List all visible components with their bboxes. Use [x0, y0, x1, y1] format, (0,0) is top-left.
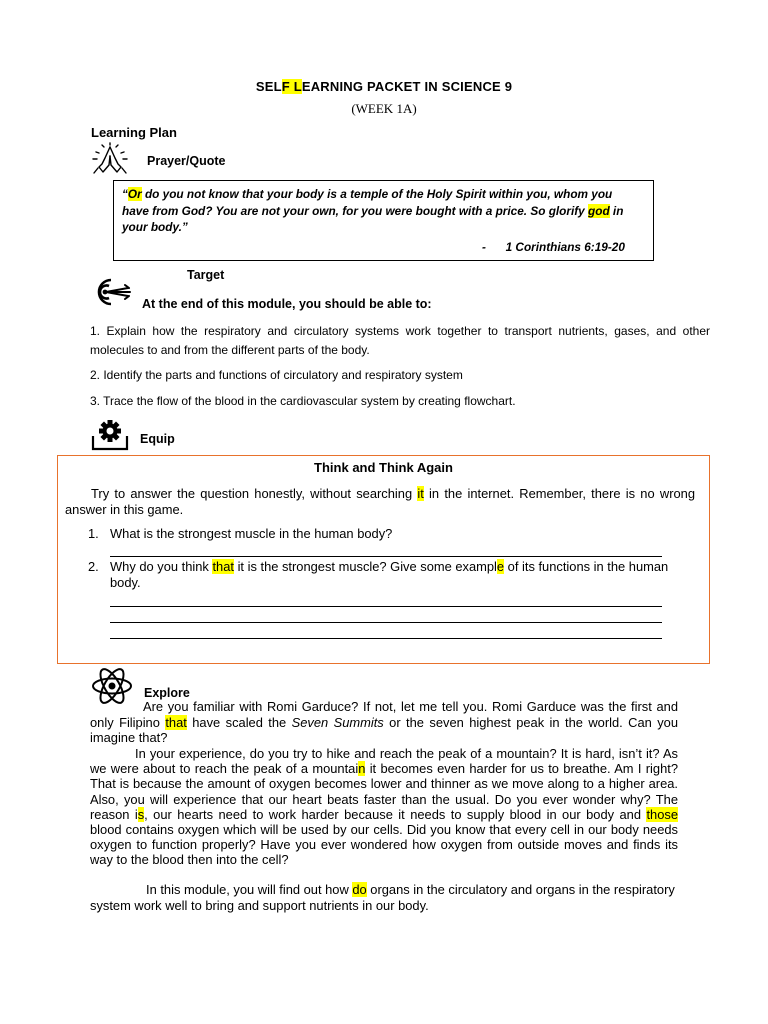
explore-label: Explore: [144, 686, 190, 700]
quote-citation: - 1 Corinthians 6:19-20: [482, 240, 625, 254]
question-2-number: 2.: [88, 559, 99, 574]
gear-icon: [90, 419, 130, 453]
praying-hands-icon: [89, 142, 131, 176]
learning-plan-heading: Learning Plan: [91, 125, 177, 140]
think-again-intro: Try to answer the question honestly, without searching it in the internet. Remember, there is no wrong answer in this game.: [65, 486, 695, 517]
answer-line-1[interactable]: [110, 556, 662, 557]
think-again-box: [57, 455, 710, 664]
objective-2: 2. Identify the parts and functions of circulatory and respiratory system: [90, 368, 463, 382]
page-subtitle: (WEEK 1A): [351, 101, 417, 116]
quote-text: “Or do you not know that your body is a temple of the Holy Spirit within you, whom you have from God? You are not your own, for you were bought with a price. So glorify god in your body.”: [122, 187, 624, 234]
objectives-intro: At the end of this module, you should be able to:: [142, 297, 432, 311]
question-1: What is the strongest muscle in the human body?: [110, 526, 393, 541]
answer-line-4[interactable]: [110, 638, 662, 639]
explore-paragraph-1: Are you familiar with Romi Garduce? If not, let me tell you. Romi Garduce was the first and only Filipino that have scaled the Seven Summits or the seven highest peak in the world. Can you imagine that?: [90, 699, 678, 745]
objective-1: 1. Explain how the respiratory and circulatory systems work together to transport nutrients, gases, and other molecules to and from the different parts of the body.: [90, 324, 710, 357]
equip-label: Equip: [140, 432, 175, 446]
page-title: SELF LEARNING PACKET IN SCIENCE 9: [255, 79, 513, 94]
target-label: Target: [187, 268, 225, 282]
question-2: Why do you think that it is the strongest muscle? Give some example of its functions in the human body.: [110, 559, 669, 590]
objective-3: 3. Trace the flow of the blood in the cardiovascular system by creating flowchart.: [90, 394, 516, 408]
answer-line-3[interactable]: [110, 622, 662, 623]
question-1-number: 1.: [88, 526, 99, 541]
prayer-quote-label: Prayer/Quote: [147, 154, 226, 168]
quote-box: [113, 180, 654, 261]
think-again-title: Think and Think Again: [314, 460, 453, 475]
target-arrow-icon: [90, 276, 132, 308]
explore-paragraph-3: In this module, you will find out how do organs in the circulatory and organs in the respiratory system work well to bring and support nutrients in our body.: [90, 882, 675, 913]
answer-line-2[interactable]: [110, 606, 662, 607]
explore-paragraph-2: In your experience, do you try to hike and reach the peak of a mountain? It is hard, isn’t it? As we were about to reach the peak of a mountain it becomes even harder for us to breathe. Am I right? That is because the amount of oxygen becomes lower and thinner as we move along to a higher area. Also, you will experience that our heart beats faster than the usual. Do you ever wonder why? The reason is, our hearts need to work harder because it needs to supply blood in our body and those blood contains oxygen which will be used by our cells. Did you know that every cell in our body needs oxygen to function properly? Have you ever wondered how oxygen from outside moves and finds its way to the blood then into the cell?: [90, 746, 679, 868]
